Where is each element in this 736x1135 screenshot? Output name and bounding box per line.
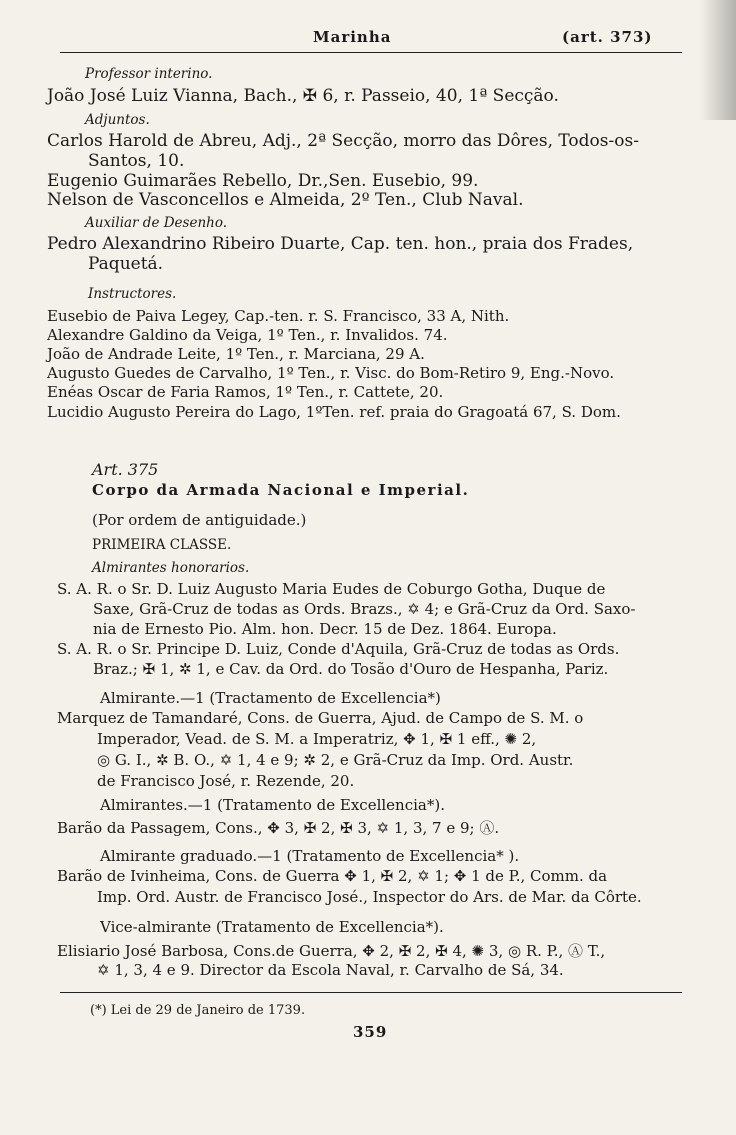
header-rule <box>60 52 682 53</box>
section-label-almirantes-honorarios: Almirantes honorarios. <box>92 560 250 576</box>
entry-line: Alexandre Galdino da Veiga, 1º Ten., r. Invalidos. 74. <box>47 326 448 344</box>
entry-line: Enéas Oscar de Faria Ramos, 1º Ten., r. Cattete, 20. <box>47 383 444 401</box>
page-number: 359 <box>353 1023 388 1041</box>
footnote-rule <box>60 992 682 993</box>
rank-heading-almirantes: Almirantes.—1 (Tratamento de Excellencia*). <box>100 796 445 814</box>
entry-continuation: Saxe, Grã-Cruz de todas as Ords. Brazs., ✡ 4; e Grã-Cruz da Ord. Saxo- <box>93 600 636 618</box>
article-reference: (art. 373) <box>562 28 653 46</box>
section-heading: Corpo da Armada Nacional e Imperial. <box>92 481 470 499</box>
ordering-note: (Por ordem de antiguidade.) <box>92 511 307 529</box>
entry-continuation: ◎ G. I., ✲ B. O., ✡ 1, 4 e 9; ✲ 2, e Grã-Cruz da Imp. Ord. Austr. <box>97 751 574 769</box>
running-title: Marinha <box>313 28 392 46</box>
entry-line: Eugenio Guimarães Rebello, Dr.,Sen. Eusebio, 99. <box>47 171 479 191</box>
entry-continuation: Santos, 10. <box>88 151 185 171</box>
entry-continuation: de Francisco José, r. Rezende, 20. <box>97 772 355 790</box>
entry-continuation: Paquetá. <box>88 254 164 274</box>
entry-line: Elisiario José Barbosa, Cons.de Guerra, ✥ 2, ✠ 2, ✠ 4, ✺ 3, ◎ R. P., Ⓐ T., <box>57 942 606 960</box>
entry-continuation: Braz.; ✠ 1, ✲ 1, e Cav. da Ord. do Tosão d'Ouro de Hespanha, Pariz. <box>93 660 609 678</box>
section-label-instructores: Instructores. <box>88 286 177 302</box>
entry-line: João de Andrade Leite, 1º Ten., r. Marciana, 29 A. <box>47 345 425 363</box>
section-label-professor: Professor interino. <box>85 66 213 82</box>
class-heading: PRIMEIRA CLASSE. <box>92 537 232 553</box>
footnote: (*) Lei de 29 de Janeiro de 1739. <box>90 1003 306 1018</box>
entry-line: Carlos Harold de Abreu, Adj., 2ª Secção, morro das Dôres, Todos-os- <box>47 131 639 151</box>
entry-continuation: Imperador, Vead. de S. M. a Imperatriz, ✥ 1, ✠ 1 eff., ✺ 2, <box>97 730 537 748</box>
entry-line: Marquez de Tamandaré, Cons. de Guerra, Ajud. de Campo de S. M. o <box>57 709 584 727</box>
entry-line: Barão da Passagem, Cons., ✥ 3, ✠ 2, ✠ 3, ✡ 1, 3, 7 e 9; Ⓐ. <box>57 819 500 837</box>
entry-line: S. A. R. o Sr. Principe D. Luiz, Conde d'Aquila, Grã-Cruz de todas as Ords. <box>57 640 620 658</box>
section-label-adjuntos: Adjuntos. <box>85 112 150 128</box>
entry-line: Eusebio de Paiva Legey, Cap.-ten. r. S. Francisco, 33 A, Nith. <box>47 307 510 325</box>
entry-line: João José Luiz Vianna, Bach., ✠ 6, r. Passeio, 40, 1ª Secção. <box>47 86 559 106</box>
entry-continuation: Imp. Ord. Austr. de Francisco José., Inspector do Ars. de Mar. da Côrte. <box>97 888 642 906</box>
section-label-auxiliar: Auxiliar de Desenho. <box>85 215 228 231</box>
entry-continuation: nia de Ernesto Pio. Alm. hon. Decr. 15 de Dez. 1864. Europa. <box>93 620 557 638</box>
page-header <box>70 28 690 50</box>
rank-heading-almirante: Almirante.—1 (Tractamento de Excellencia*) <box>100 689 441 707</box>
rank-heading-vice-almirante: Vice-almirante (Tratamento de Excellencia*). <box>100 918 444 936</box>
entry-line: Pedro Alexandrino Ribeiro Duarte, Cap. ten. hon., praia dos Frades, <box>47 234 634 254</box>
entry-line: Barão de Ivinheima, Cons. de Guerra ✥ 1, ✠ 2, ✡ 1; ✥ 1 de P., Comm. da <box>57 867 608 885</box>
entry-line: Nelson de Vasconcellos e Almeida, 2º Ten., Club Naval. <box>47 190 524 210</box>
entry-continuation: ✡ 1, 3, 4 e 9. Director da Escola Naval, r. Carvalho de Sá, 34. <box>97 961 564 979</box>
entry-line: S. A. R. o Sr. D. Luiz Augusto Maria Eudes de Coburgo Gotha, Duque de <box>57 580 606 598</box>
article-number: Art. 375 <box>92 460 159 479</box>
entry-line: Lucidio Augusto Pereira do Lago, 1ºTen. ref. praia do Gragoatá 67, S. Dom. <box>47 403 621 421</box>
rank-heading-almirante-graduado: Almirante graduado.—1 (Tratamento de Excellencia* ). <box>100 847 520 865</box>
page-edge-stain <box>700 0 736 120</box>
entry-line: Augusto Guedes de Carvalho, 1º Ten., r. Visc. do Bom-Retiro 9, Eng.-Novo. <box>47 364 615 382</box>
